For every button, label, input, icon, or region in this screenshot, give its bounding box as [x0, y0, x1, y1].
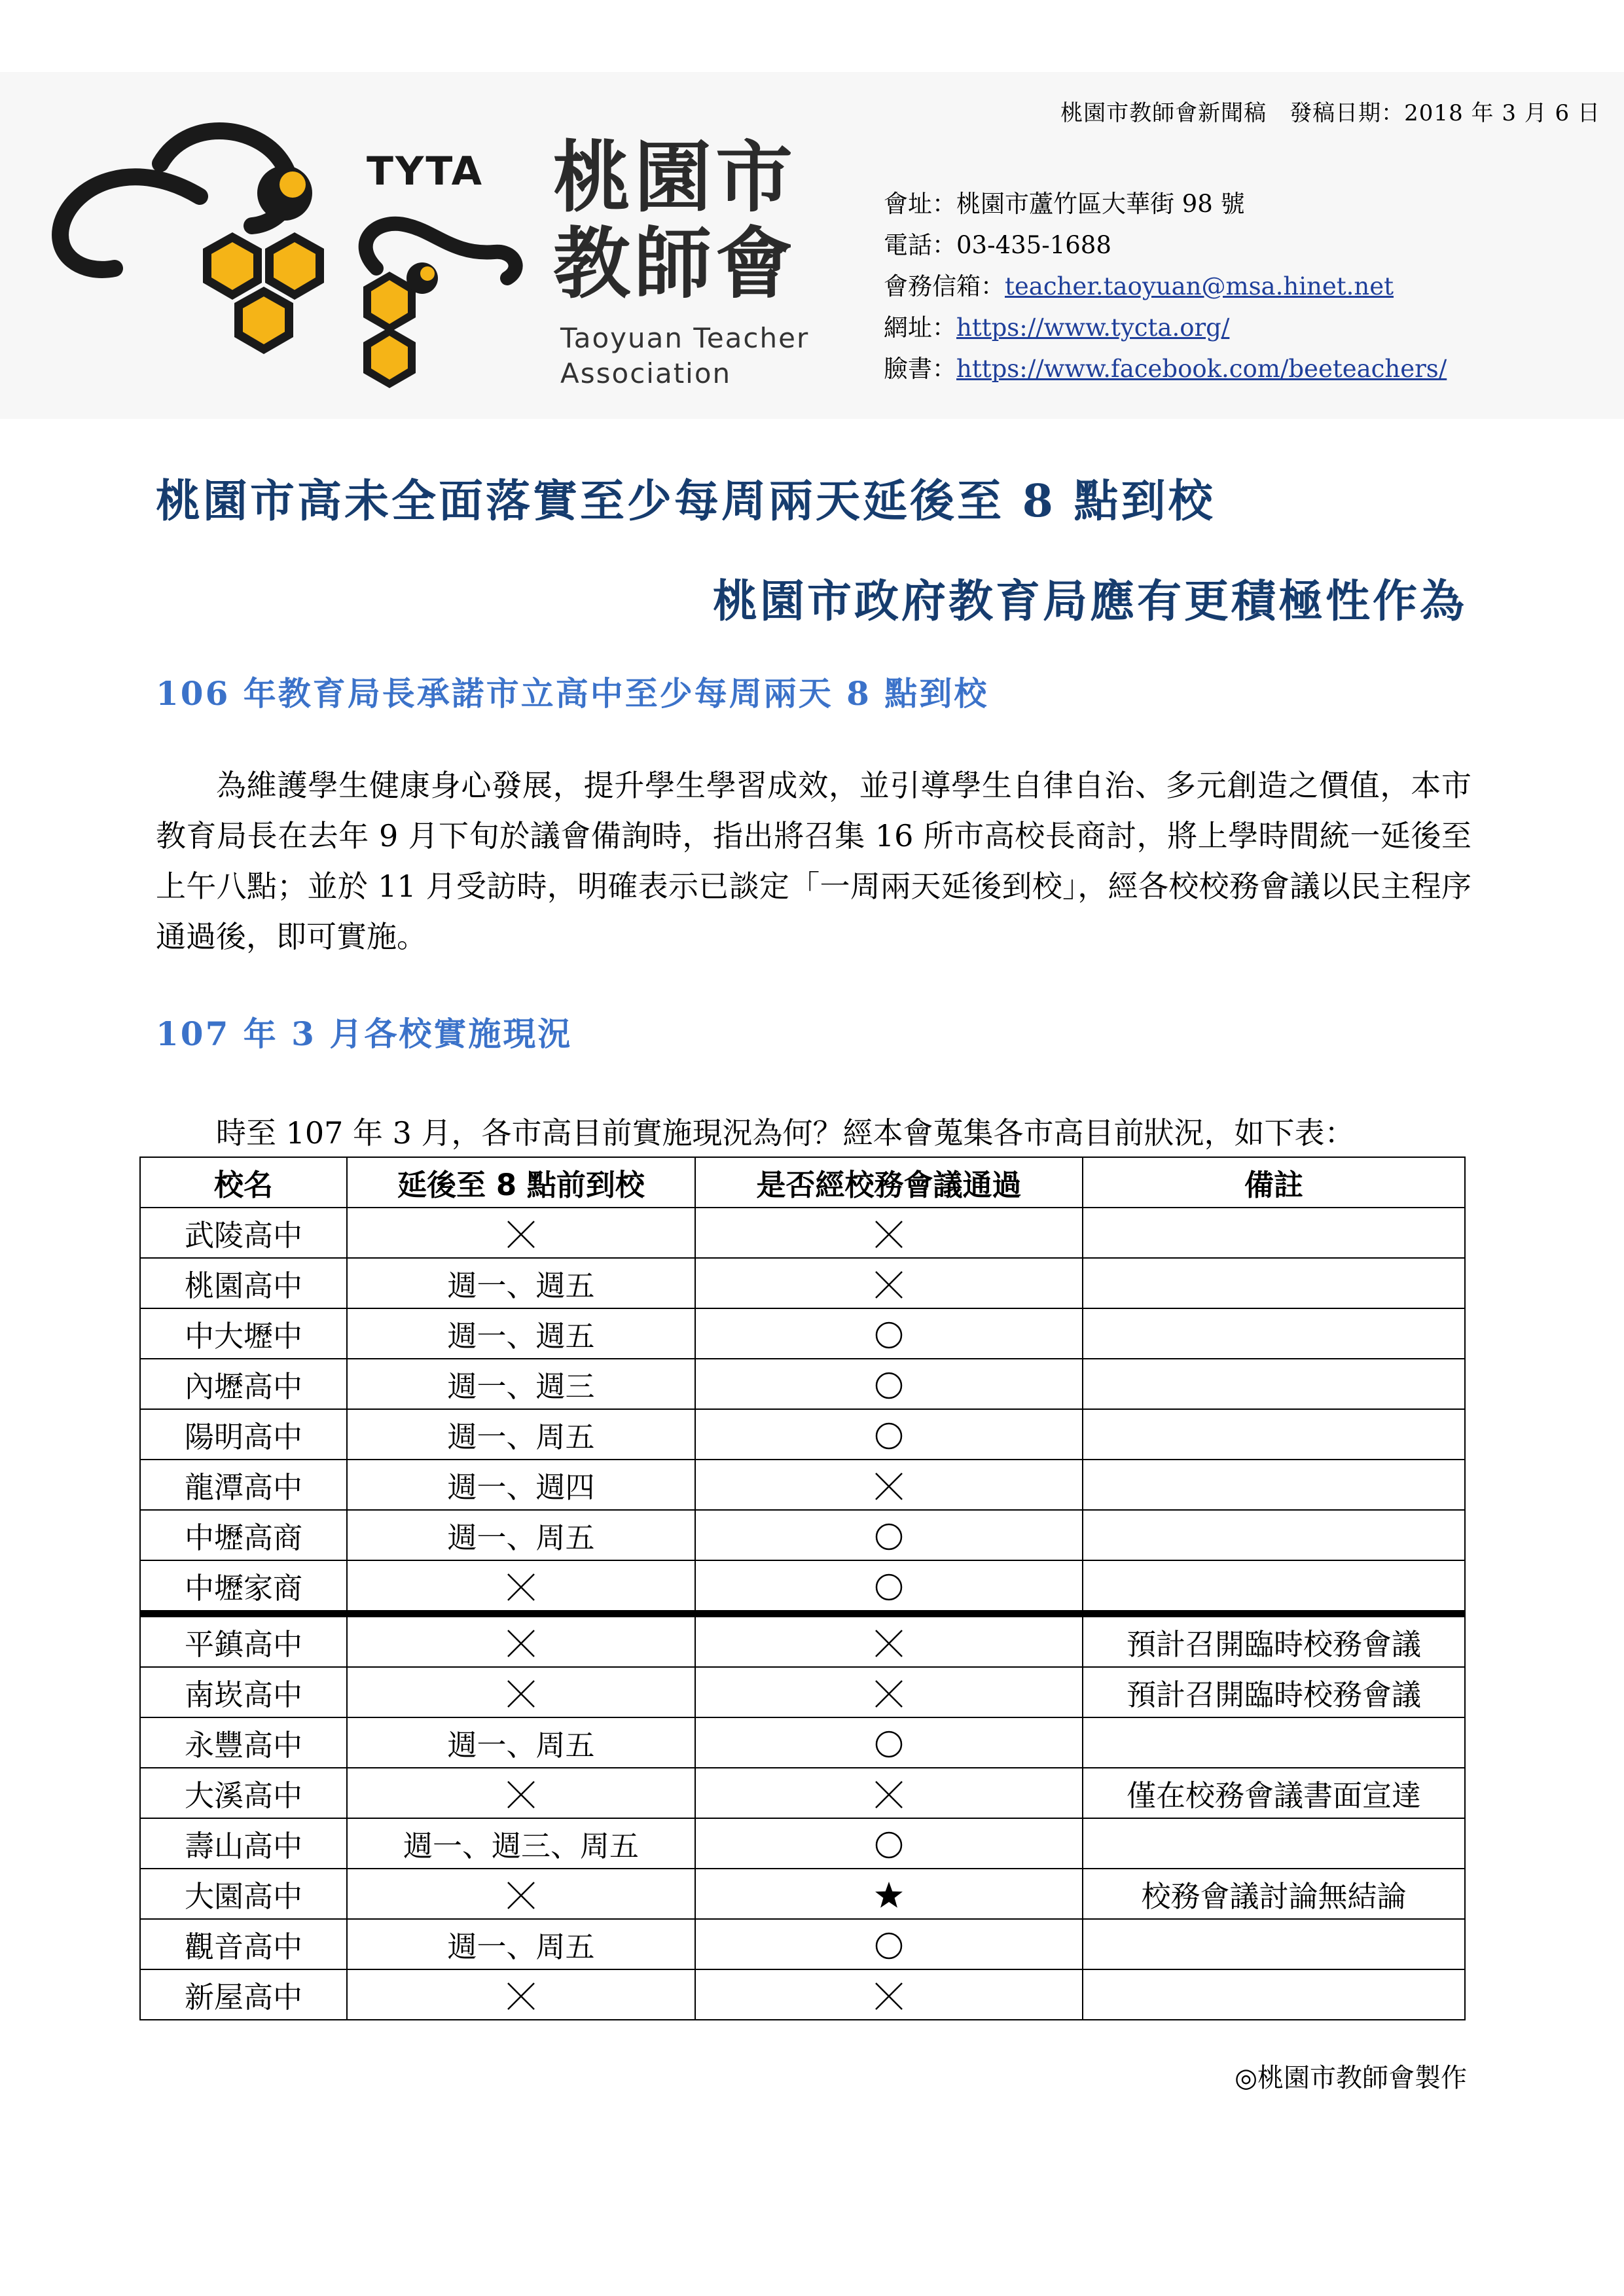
email-link[interactable]: teacher.taoyuan@msa.hinet.net	[1005, 272, 1394, 300]
cross-icon	[505, 1218, 537, 1251]
table-row	[140, 1208, 1465, 1258]
table-row	[140, 1869, 1465, 1919]
cell-passed	[695, 1208, 1083, 1258]
section-heading-107: 107 年 3 月各校實施現況	[156, 1014, 573, 1053]
table-row	[140, 1510, 1465, 1560]
contact-address	[884, 183, 1447, 224]
table-row	[140, 1409, 1465, 1460]
cell-delay: 週一、週五	[347, 1308, 695, 1359]
cell-school: 壽山高中	[140, 1818, 347, 1869]
circle-icon	[873, 1571, 905, 1604]
cell-school: 中壢家商	[140, 1560, 347, 1614]
cell-school: 陽明高中	[140, 1409, 347, 1460]
email-label: 會務信箱：	[884, 272, 1005, 300]
cell-passed	[695, 1460, 1083, 1510]
cell-passed	[695, 1667, 1083, 1717]
issue-line: 桃園市教師會新聞稿 發稿日期：2018 年 3 月 6 日	[1060, 100, 1600, 126]
headline-line2: 桃園市政府教育局應有更積極性作為	[712, 575, 1467, 628]
header-passed: 是否經校務會議通過	[695, 1157, 1083, 1208]
table-row	[140, 1818, 1465, 1869]
address-label: 會址：	[884, 190, 956, 218]
school-status-table	[139, 1157, 1466, 2020]
cell-passed	[695, 1614, 1083, 1668]
table-row	[140, 1308, 1465, 1359]
cell-school: 觀音高中	[140, 1919, 347, 1969]
footer-credit: ◎桃園市教師會製作	[1235, 2063, 1467, 2093]
cross-icon	[505, 1677, 537, 1710]
cell-delay: 週一、周五	[347, 1409, 695, 1460]
table-row	[140, 1560, 1465, 1614]
table-row	[140, 1768, 1465, 1818]
logo-abbr: TYTA	[367, 149, 484, 194]
cell-note: 僅在校務會議書面宣達	[1083, 1768, 1465, 1818]
cell-passed	[695, 1969, 1083, 2020]
table-row	[140, 1359, 1465, 1409]
association-name-en-line1: Taoyuan Teacher	[560, 322, 810, 354]
phone-value: 03-435-1688	[956, 231, 1111, 259]
cell-passed	[695, 1308, 1083, 1359]
cross-icon	[873, 1627, 905, 1660]
contact-phone	[884, 224, 1447, 266]
contact-facebook	[884, 348, 1447, 389]
cell-delay: 週一、周五	[347, 1717, 695, 1768]
circle-icon	[873, 1319, 905, 1352]
table-row	[140, 1460, 1465, 1510]
cross-icon	[873, 1677, 905, 1710]
cross-icon	[873, 1980, 905, 2013]
cell-note	[1083, 1818, 1465, 1869]
star-icon	[873, 1879, 905, 1912]
table-intro: 時至 107 年 3 月，各市高目前實施現況為何？經本會蒐集各市高目前狀況，如下表：	[216, 1115, 1355, 1151]
cross-icon	[505, 1571, 537, 1604]
cell-passed	[695, 1919, 1083, 1969]
cell-note	[1083, 1308, 1465, 1359]
cell-passed	[695, 1510, 1083, 1560]
headline-line1: 桃園市高未全面落實至少每周兩天延後至 8 點到校	[156, 475, 1216, 528]
facebook-label: 臉書：	[884, 355, 956, 383]
cell-school: 中壢高商	[140, 1510, 347, 1560]
cell-school: 新屋高中	[140, 1969, 347, 2020]
association-name-line1: 桃園市	[553, 132, 797, 223]
cell-delay: 週一、週三	[347, 1359, 695, 1409]
cell-passed	[695, 1560, 1083, 1614]
table-body	[140, 1208, 1465, 2020]
cross-icon	[873, 1470, 905, 1503]
circle-icon	[873, 1520, 905, 1553]
website-label: 網址：	[884, 314, 956, 342]
cross-icon	[873, 1268, 905, 1301]
table-header-row	[140, 1157, 1465, 1208]
cell-note	[1083, 1510, 1465, 1560]
table-row	[140, 1667, 1465, 1717]
table-row	[140, 1717, 1465, 1768]
cell-school: 大園高中	[140, 1869, 347, 1919]
cell-note	[1083, 1560, 1465, 1614]
cross-icon	[505, 1778, 537, 1811]
bee-logo	[36, 111, 533, 399]
cell-note	[1083, 1208, 1465, 1258]
cell-note: 預計召開臨時校務會議	[1083, 1614, 1465, 1668]
cell-school: 中大壢中	[140, 1308, 347, 1359]
cell-note	[1083, 1409, 1465, 1460]
table-row	[140, 1614, 1465, 1668]
cross-icon	[505, 1980, 537, 2013]
cell-note	[1083, 1359, 1465, 1409]
contact-block	[884, 183, 1447, 389]
cell-passed	[695, 1768, 1083, 1818]
cell-delay	[347, 1560, 695, 1614]
header-delay: 延後至 8 點前到校	[347, 1157, 695, 1208]
cell-passed	[695, 1359, 1083, 1409]
cross-icon	[505, 1627, 537, 1660]
cell-school: 內壢高中	[140, 1359, 347, 1409]
phone-label: 電話：	[884, 231, 956, 259]
cell-note	[1083, 1969, 1465, 2020]
bee-small-wing-icon	[366, 224, 516, 278]
table-row	[140, 1258, 1465, 1308]
bee-small-eye-icon	[420, 266, 435, 281]
cell-delay	[347, 1768, 695, 1818]
association-name-en	[560, 321, 809, 391]
website-link[interactable]: https://www.tycta.org/	[956, 314, 1230, 342]
cell-passed	[695, 1258, 1083, 1308]
circle-icon	[873, 1929, 905, 1962]
association-name-en-line2: Association	[560, 357, 732, 389]
table-row	[140, 1969, 1465, 2020]
cell-note	[1083, 1919, 1465, 1969]
cross-icon	[873, 1218, 905, 1251]
body-paragraph: 為維護學生健康身心發展，提升學生學習成效，並引導學生自律自治、多元創造之價值，本市教育局長在去年 9 月下旬於議會備詢時，指出將召集 16 所市高校長商討，將上學時間統一延後至上午八點；並於 11 月受訪時，明確表示已談定「一周兩天延後到校」，經各校校務會議以民主程序通過後，即可實施。	[156, 768, 1471, 954]
cell-note	[1083, 1258, 1465, 1308]
facebook-link[interactable]: https://www.facebook.com/beeteachers/	[956, 355, 1447, 383]
cell-note	[1083, 1717, 1465, 1768]
cell-school: 龍潭高中	[140, 1460, 347, 1510]
association-name-line2: 教師會	[553, 219, 797, 309]
address-value: 桃園市蘆竹區大華街 98 號	[956, 190, 1245, 218]
cell-note: 校務會議討論無結論	[1083, 1869, 1465, 1919]
cell-school: 桃園高中	[140, 1258, 347, 1308]
cell-school: 南崁高中	[140, 1667, 347, 1717]
cell-note	[1083, 1460, 1465, 1510]
cell-passed	[695, 1409, 1083, 1460]
cell-school: 武陵高中	[140, 1208, 347, 1258]
cell-delay: 週一、週五	[347, 1258, 695, 1308]
cell-delay	[347, 1614, 695, 1668]
cell-delay	[347, 1969, 695, 2020]
circle-icon	[873, 1829, 905, 1861]
cross-icon	[873, 1778, 905, 1811]
cell-passed	[695, 1818, 1083, 1869]
circle-icon	[873, 1420, 905, 1452]
cell-delay: 週一、週四	[347, 1460, 695, 1510]
circle-icon	[873, 1369, 905, 1402]
bee-wing-large-icon	[60, 177, 200, 270]
cell-delay	[347, 1869, 695, 1919]
cell-passed	[695, 1869, 1083, 1919]
header-note: 備註	[1083, 1157, 1465, 1208]
cell-school: 大溪高中	[140, 1768, 347, 1818]
contact-website	[884, 307, 1447, 348]
contact-email	[884, 266, 1447, 307]
cell-delay	[347, 1208, 695, 1258]
bee-eye-icon	[280, 171, 306, 198]
cell-delay: 週一、週三、周五	[347, 1818, 695, 1869]
cell-delay: 週一、周五	[347, 1510, 695, 1560]
header-school: 校名	[140, 1157, 347, 1208]
association-name-zh	[553, 134, 797, 307]
section-heading-106: 106 年教育局長承諾市立高中至少每周兩天 8 點到校	[156, 674, 989, 713]
cross-icon	[505, 1879, 537, 1912]
cell-delay	[347, 1667, 695, 1717]
circle-icon	[873, 1728, 905, 1761]
cell-school: 永豐高中	[140, 1717, 347, 1768]
cell-school: 平鎮高中	[140, 1614, 347, 1668]
table-row	[140, 1919, 1465, 1969]
cell-note: 預計召開臨時校務會議	[1083, 1667, 1465, 1717]
cell-passed	[695, 1717, 1083, 1768]
cell-delay: 週一、周五	[347, 1919, 695, 1969]
